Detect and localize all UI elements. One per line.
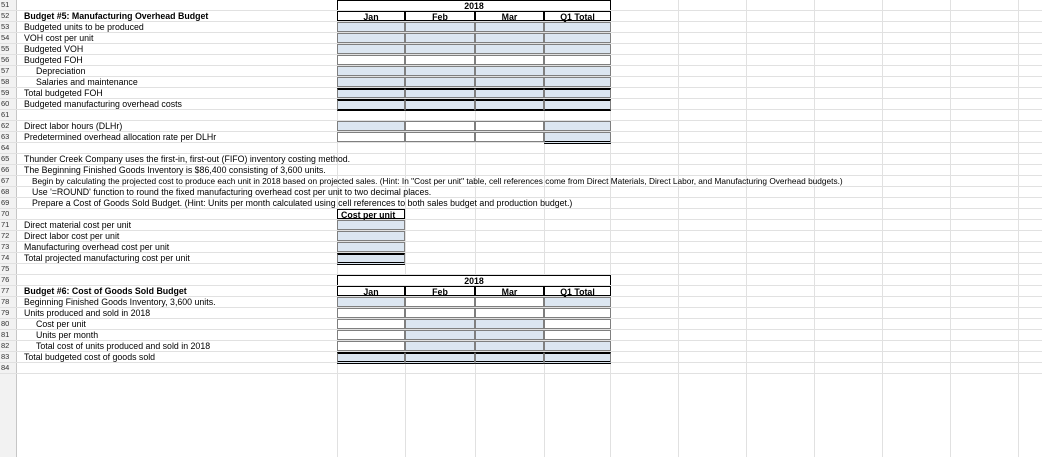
sheet-row: [0, 275, 1042, 286]
sheet-row: [0, 231, 1042, 242]
input-cell[interactable]: [337, 341, 405, 351]
budget-title[interactable]: Budget #6: Cost of Goods Sold Budget: [24, 286, 187, 296]
input-cell[interactable]: [337, 132, 405, 142]
sheet-row: [0, 66, 1042, 77]
cost-per-unit-header[interactable]: Cost per unit: [337, 209, 405, 219]
input-cell[interactable]: [475, 308, 544, 318]
row-number: 60: [1, 99, 10, 108]
row-number: 52: [1, 11, 10, 20]
input-cell[interactable]: [405, 66, 475, 76]
input-cell[interactable]: [544, 341, 611, 351]
year-header[interactable]: 2018: [337, 275, 611, 285]
input-cell[interactable]: [544, 77, 611, 87]
row-label[interactable]: Budgeted units to be produced: [24, 22, 144, 32]
row-number: 82: [1, 341, 10, 350]
input-cell[interactable]: [475, 33, 544, 43]
sheet-row: [0, 165, 1042, 176]
row-label[interactable]: VOH cost per unit: [24, 33, 94, 43]
sheet-row: [0, 297, 1042, 308]
sheet-row: [0, 154, 1042, 165]
row-number: 71: [1, 220, 10, 229]
input-cell[interactable]: [475, 77, 544, 87]
instruction-text[interactable]: Thunder Creek Company uses the first-in, first-out (FIFO) inventory costing method.: [24, 154, 351, 164]
row-number: 73: [1, 242, 10, 251]
input-cell[interactable]: [337, 220, 405, 230]
sheet-row: [0, 330, 1042, 341]
row-number: 75: [1, 264, 10, 273]
sheet-row: [0, 55, 1042, 66]
row-label[interactable]: Total cost of units produced and sold in 2018: [36, 341, 211, 351]
sheet-row: [0, 187, 1042, 198]
input-cell[interactable]: [544, 308, 611, 318]
input-cell[interactable]: [405, 44, 475, 54]
column-header-mar[interactable]: Mar: [475, 11, 544, 21]
row-label[interactable]: Units per month: [36, 330, 99, 340]
row-number: 58: [1, 77, 10, 86]
row-label[interactable]: Predetermined overhead allocation rate per DLHr: [24, 132, 217, 142]
input-cell[interactable]: [337, 66, 405, 76]
row-label[interactable]: Budgeted VOH: [24, 44, 84, 54]
input-cell[interactable]: [544, 66, 611, 76]
input-cell[interactable]: [544, 319, 611, 329]
sheet-row: [0, 143, 1042, 154]
sheet-row: [0, 308, 1042, 319]
row-label[interactable]: Units produced and sold in 2018: [24, 308, 151, 318]
row-label[interactable]: Cost per unit: [36, 319, 86, 329]
input-cell[interactable]: [405, 319, 475, 329]
row-number: 51: [1, 0, 10, 9]
row-number: 54: [1, 33, 10, 42]
input-cell[interactable]: [337, 44, 405, 54]
row-number: 83: [1, 352, 10, 361]
input-cell[interactable]: [405, 121, 475, 131]
row-number: 66: [1, 165, 10, 174]
input-cell[interactable]: [475, 121, 544, 131]
row-number: 80: [1, 319, 10, 328]
instruction-text[interactable]: Begin by calculating the projected cost to produce each unit in 2018 based on projected sales. (Hint: In "Cost per unit" table, cell references come from Direct Materials, Direct Labor, and Manufacturing Overhead budgets.): [32, 176, 843, 186]
sheet-row: [0, 319, 1042, 330]
input-cell[interactable]: [475, 330, 544, 340]
row-number: 69: [1, 198, 10, 207]
input-cell[interactable]: [475, 319, 544, 329]
sheet-row: [0, 88, 1042, 99]
row-number: 57: [1, 66, 10, 75]
row-number: 65: [1, 154, 10, 163]
input-cell[interactable]: [337, 308, 405, 318]
row-number: 81: [1, 330, 10, 339]
sheet-row: [0, 198, 1042, 209]
input-cell[interactable]: [475, 66, 544, 76]
row-number: 64: [1, 143, 10, 152]
input-cell[interactable]: [405, 55, 475, 65]
input-cell[interactable]: [475, 22, 544, 32]
row-number: 53: [1, 22, 10, 31]
sheet-row: [0, 253, 1042, 264]
row-label[interactable]: Salaries and maintenance: [36, 77, 138, 87]
sheet-row: [0, 99, 1042, 110]
input-cell[interactable]: [544, 44, 611, 54]
input-cell[interactable]: [337, 33, 405, 43]
sheet-row: [0, 44, 1042, 55]
sheet-row: [0, 341, 1042, 352]
input-cell[interactable]: [405, 22, 475, 32]
row-label[interactable]: Beginning Finished Goods Inventory, 3,600 units.: [24, 297, 216, 307]
row-label[interactable]: Budgeted FOH: [24, 55, 83, 65]
sheet-row: [0, 264, 1042, 275]
row-number: 78: [1, 297, 10, 306]
input-cell[interactable]: [544, 55, 611, 65]
year-header[interactable]: 2018: [337, 0, 611, 10]
input-cell[interactable]: [475, 297, 544, 307]
row-label[interactable]: Total budgeted FOH: [24, 88, 103, 98]
row-number: 68: [1, 187, 10, 196]
row-label[interactable]: Manufacturing overhead cost per unit: [24, 242, 170, 252]
input-cell[interactable]: [337, 88, 405, 98]
input-cell[interactable]: [337, 319, 405, 329]
column-header-jan[interactable]: Jan: [337, 11, 405, 21]
row-number: 63: [1, 132, 10, 141]
row-number: 59: [1, 88, 10, 97]
row-number: 56: [1, 55, 10, 64]
input-cell[interactable]: [544, 88, 611, 98]
sheet-row: [0, 33, 1042, 44]
instruction-text[interactable]: The Beginning Finished Goods Inventory is $86,400 consisting of 3,600 units.: [24, 165, 326, 175]
row-label[interactable]: Direct material cost per unit: [24, 220, 132, 230]
row-number: 67: [1, 176, 10, 185]
column-header-q1-total[interactable]: Q1 Total: [544, 286, 611, 296]
column-header-feb[interactable]: Feb: [405, 11, 475, 21]
sheet-row: [0, 77, 1042, 88]
row-label[interactable]: Direct labor cost per unit: [24, 231, 120, 241]
input-cell[interactable]: [405, 341, 475, 351]
row-number: 79: [1, 308, 10, 317]
input-cell[interactable]: [337, 330, 405, 340]
input-cell[interactable]: [405, 297, 475, 307]
input-cell[interactable]: [337, 22, 405, 32]
instruction-text[interactable]: Prepare a Cost of Goods Sold Budget. (Hint: Units per month calculated using cell references to both sales budget and production budget.): [32, 198, 573, 208]
sheet-row: [0, 0, 1042, 11]
sheet-row: [0, 11, 1042, 22]
column-header-jan[interactable]: Jan: [337, 286, 405, 296]
column-header-feb[interactable]: Feb: [405, 286, 475, 296]
row-number: 62: [1, 121, 10, 130]
row-number: 70: [1, 209, 10, 218]
sheet-row: [0, 220, 1042, 231]
row-number: 76: [1, 275, 10, 284]
input-cell[interactable]: [337, 242, 405, 252]
sheet-row: [0, 110, 1042, 121]
sheet-row: [0, 121, 1042, 132]
input-cell[interactable]: [405, 77, 475, 87]
row-label[interactable]: Depreciation: [36, 66, 86, 76]
budget-title[interactable]: Budget #5: Manufacturing Overhead Budget: [24, 11, 209, 21]
input-cell[interactable]: [544, 121, 611, 131]
input-cell[interactable]: [544, 22, 611, 32]
input-cell[interactable]: [405, 132, 475, 142]
input-cell[interactable]: [544, 33, 611, 43]
sheet-row: [0, 22, 1042, 33]
sheet-row: [0, 242, 1042, 253]
sheet-row: [0, 132, 1042, 143]
column-header-mar[interactable]: Mar: [475, 286, 544, 296]
row-label[interactable]: Direct labor hours (DLHr): [24, 121, 123, 131]
input-cell[interactable]: [337, 121, 405, 131]
row-number: 72: [1, 231, 10, 240]
input-cell[interactable]: [337, 231, 405, 241]
input-cell[interactable]: [544, 297, 611, 307]
sheet-row: [0, 286, 1042, 297]
input-cell[interactable]: [405, 33, 475, 43]
input-cell[interactable]: [405, 308, 475, 318]
input-cell[interactable]: [405, 330, 475, 340]
input-cell[interactable]: [337, 77, 405, 87]
input-cell[interactable]: [475, 132, 544, 142]
input-cell[interactable]: [337, 297, 405, 307]
input-cell[interactable]: [337, 55, 405, 65]
row-number: 61: [1, 110, 10, 119]
row-number: 74: [1, 253, 10, 262]
row-label[interactable]: Budgeted manufacturing overhead costs: [24, 99, 182, 109]
row-number: 55: [1, 44, 10, 53]
row-label[interactable]: Total budgeted cost of goods sold: [24, 352, 156, 362]
instruction-text[interactable]: Use '=ROUND' function to round the fixed manufacturing overhead cost per unit to two decimal places.: [32, 187, 432, 197]
input-cell[interactable]: [405, 88, 475, 98]
input-cell[interactable]: [475, 44, 544, 54]
row-number: 84: [1, 363, 10, 372]
sheet-row: [0, 363, 1042, 374]
input-cell[interactable]: [475, 55, 544, 65]
sheet-row: [0, 176, 1042, 187]
input-cell[interactable]: [475, 341, 544, 351]
sheet-row: [0, 352, 1042, 363]
row-number: 77: [1, 286, 10, 295]
input-cell[interactable]: [475, 88, 544, 98]
sheet-row: [0, 209, 1042, 220]
input-cell[interactable]: [544, 330, 611, 340]
column-header-q1-total[interactable]: Q1 Total: [544, 11, 611, 21]
row-label[interactable]: Total projected manufacturing cost per unit: [24, 253, 190, 263]
